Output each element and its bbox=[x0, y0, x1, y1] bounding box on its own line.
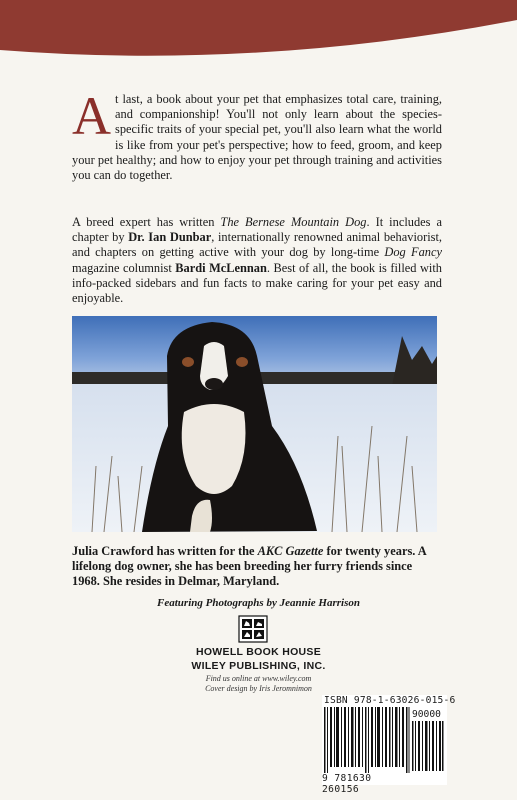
gazette-name: AKC Gazette bbox=[257, 544, 324, 558]
text-run: magazine columnist bbox=[72, 260, 176, 275]
book-title: The Bernese Mountain Dog bbox=[220, 215, 367, 229]
mclennan-name: Bardi McLennan bbox=[175, 260, 267, 275]
dunbar-name: Dr. Ian Dunbar bbox=[128, 230, 212, 245]
website-line: Find us online at www.wiley.com bbox=[205, 674, 312, 683]
publisher-imprint: HOWELL BOOK HOUSE bbox=[195, 646, 322, 658]
intro-paragraph bbox=[72, 86, 442, 183]
magazine-name: Dog Fancy bbox=[384, 245, 442, 260]
barcode-bars bbox=[324, 707, 410, 773]
text-run: , internationally renowned animal behaviorist, and chapters on getting active with your dog by long-time bbox=[72, 230, 443, 260]
text-run: . Best of all, the book is filled with info-packed sidebars and fun facts to make caring for your pet easy and enjoyable. bbox=[72, 260, 443, 306]
text-run: for twenty years. A lifelong dog owner, she has been breeding her furry friends since 1968. She resides in Delmar, Maryland. bbox=[72, 544, 427, 589]
bernese-dog-photo bbox=[72, 316, 437, 532]
author-bio bbox=[72, 544, 442, 590]
price-code: 90000 bbox=[412, 709, 441, 720]
ean-number: 9 781630 260156 bbox=[322, 773, 372, 795]
text-run: A breed expert has written bbox=[72, 215, 221, 229]
isbn-barcode bbox=[322, 695, 456, 795]
breed-expert-paragraph bbox=[72, 215, 442, 306]
top-color-band bbox=[0, 0, 517, 60]
addon-barcode-bars bbox=[412, 721, 444, 771]
howell-dog-logo-icon bbox=[238, 615, 268, 643]
photo-credit: Featuring Photographs by Jeannie Harrison bbox=[157, 597, 360, 609]
text-run: . It includes a chapter by bbox=[72, 215, 442, 245]
cover-design-credit: Cover design by Iris Jeromnimon bbox=[205, 684, 312, 693]
intro-text: t last, a book about your pet that emphasizes total care, training, and companionship! You'll not only learn about the species-specific traits of your special pet, you'll also learn what the world is like from your pet's perspective; how to feed, groom, and keep your pet healthy; and how to enjoy your pet through training and activities you can do together. bbox=[72, 92, 442, 183]
isbn-number: ISBN 978-1-63026-015-6 bbox=[324, 695, 456, 706]
publisher-name: WILEY PUBLISHING, INC. bbox=[191, 660, 326, 672]
text-run: Julia Crawford has written for the bbox=[72, 544, 258, 558]
drop-cap: A bbox=[72, 86, 111, 146]
